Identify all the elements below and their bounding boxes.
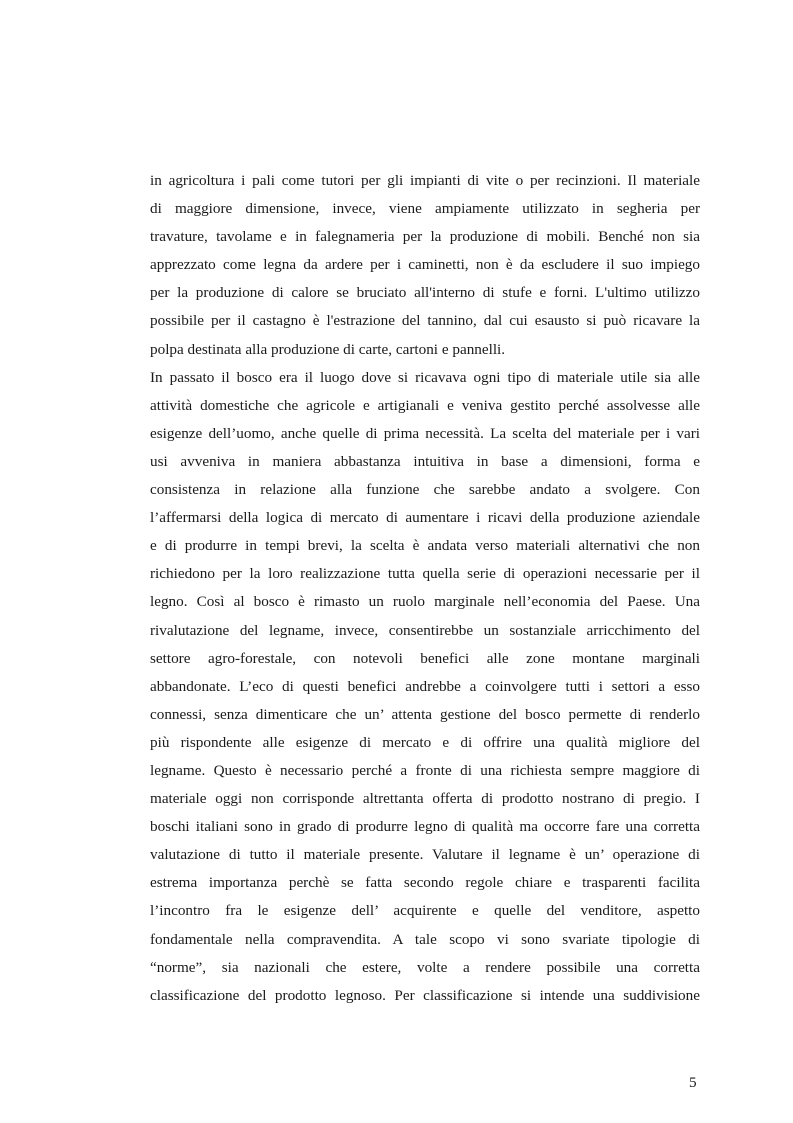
text-line: l’incontro fra le esigenze dell’ acquirente e quelle del venditore, aspetto	[150, 902, 700, 920]
text-line: boschi italiani sono in grado di produrre legno di qualità ma occorre fare una corretta	[150, 818, 700, 836]
text-line: polpa destinata alla produzione di carte, cartoni e pannelli.	[150, 340, 506, 358]
text-line: di maggiore dimensione, invece, viene ampiamente utilizzato in segheria per	[150, 200, 700, 218]
text-line: travature, tavolame e in falegnameria per la produzione di mobili. Benché non sia	[150, 228, 700, 246]
text-line: e di produrre in tempi brevi, la scelta è andata verso materiali alternativi che non	[150, 537, 700, 555]
text-line: legno. Così al bosco è rimasto un ruolo marginale nell’economia del Paese. Una	[150, 593, 700, 611]
text-line: estrema importanza perchè se fatta secondo regole chiare e trasparenti facilita	[150, 874, 700, 892]
text-line: apprezzato come legna da ardere per i caminetti, non è da escludere il suo impiego	[150, 256, 700, 274]
text-line: materiale oggi non corrisponde altrettanta offerta di prodotto nostrano di pregio. I	[150, 790, 700, 808]
text-line: abbandonate. L’eco di questi benefici andrebbe a coinvolgere tutti i settori a esso	[150, 677, 700, 695]
text-line: l’affermarsi della logica di mercato di aumentare i ricavi della produzione aziendale	[150, 509, 700, 527]
text-line: usi avveniva in maniera abbastanza intuitiva in base a dimensioni, forma e	[150, 452, 700, 470]
text-line: rivalutazione del legname, invece, consentirebbe un sostanziale arricchimento del	[150, 621, 700, 639]
text-line: esigenze dell’uomo, anche quelle di prima necessità. La scelta del materiale per i vari	[150, 424, 700, 442]
body-text	[150, 167, 700, 1010]
text-line: in agricoltura i pali come tutori per gli impianti di vite o per recinzioni. Il materiale	[150, 172, 700, 189]
page-number: 5	[689, 1074, 697, 1091]
text-line: fondamentale nella compravendita. A tale scopo vi sono svariate tipologie di	[150, 930, 700, 948]
text-line: legname. Questo è necessario perché a fronte di una richiesta sempre maggiore di	[150, 761, 700, 779]
text-line: richiedono per la loro realizzazione tutta quella serie di operazioni necessarie per il	[150, 565, 700, 583]
text-line: connessi, senza dimenticare che un’ attenta gestione del bosco permette di renderlo	[150, 705, 700, 723]
text-line: consistenza in relazione alla funzione che sarebbe andato a svolgere. Con	[150, 481, 700, 499]
text-line: settore agro-forestale, con notevoli benefici alle zone montane marginali	[150, 649, 700, 667]
text-line: per la produzione di calore se bruciato all'interno di stufe e forni. L'ultimo utilizzo	[150, 284, 700, 302]
text-line: In passato il bosco era il luogo dove si ricavava ogni tipo di materiale utile sia alle	[150, 368, 700, 386]
text-line: possibile per il castagno è l'estrazione del tannino, dal cui esausto si può ricavare la	[150, 312, 700, 330]
text-line: attività domestiche che agricole e artigianali e veniva gestito perché assolvesse alle	[150, 396, 700, 414]
text-line: “norme”, sia nazionali che estere, volte a rendere possibile una corretta	[150, 958, 700, 976]
text-line: più rispondente alle esigenze di mercato e di offrire una qualità migliore del	[150, 733, 700, 751]
text-line: valutazione di tutto il materiale presente. Valutare il legname è un’ operazione di	[150, 846, 700, 864]
text-line: classificazione del prodotto legnoso. Per classificazione si intende una suddivisione	[150, 986, 700, 1004]
